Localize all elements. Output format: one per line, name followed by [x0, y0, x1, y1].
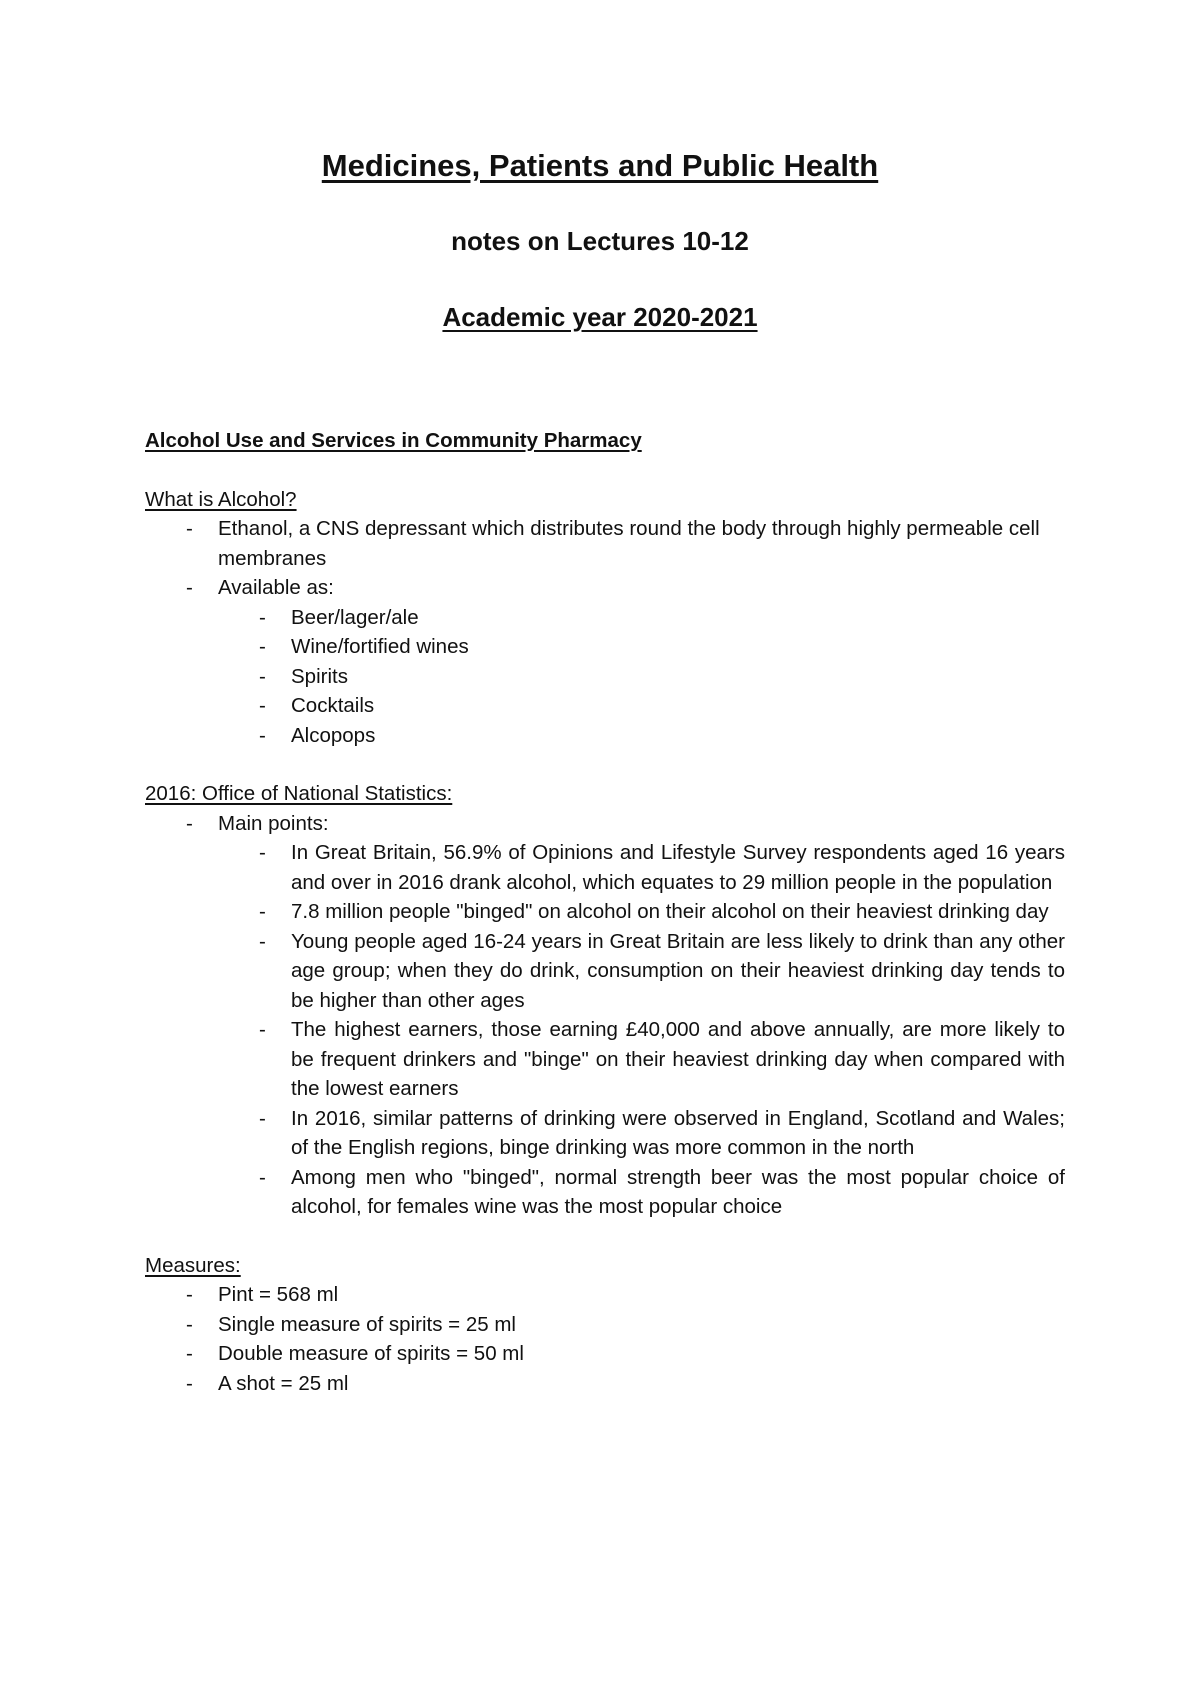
list-item: - The highest earners, those earning £40,000 and above annually, are more likely to be frequent drinkers and "binge" on their heaviest drinking day when compared with the lowest earners — [218, 1015, 1065, 1104]
measures-list — [145, 1280, 1065, 1398]
document-subtitle: notes on Lectures 10-12 — [451, 226, 749, 256]
list-item: - Among men who "binged", normal strength beer was the most popular choice of alcohol, for females wine was the most popular choice — [218, 1163, 1065, 1222]
list-item: - 7.8 million people "binged" on alcohol on their alcohol on their heaviest drinking day — [218, 897, 1065, 927]
list-item: - Wine/fortified wines — [218, 632, 1065, 662]
ons-heading: 2016: Office of National Statistics: — [145, 782, 453, 805]
what-is-alcohol-heading: What is Alcohol? — [145, 487, 297, 511]
ons-list — [145, 809, 1065, 1222]
measures-heading: Measures: — [145, 1253, 241, 1277]
list-item: - Spirits — [218, 662, 1065, 692]
main-points-list — [218, 838, 1065, 1222]
list-item: - A shot = 25 ml — [145, 1369, 1065, 1399]
section-title: Alcohol Use and Services in Community Pharmacy — [145, 429, 642, 452]
list-item: - Pint = 568 ml — [145, 1280, 1065, 1310]
list-item: - In Great Britain, 56.9% of Opinions and Lifestyle Survey respondents aged 16 years and over in 2016 drank alcohol, which equates to 29 million people in the population — [218, 838, 1065, 897]
available-as-label: Available as: — [218, 576, 334, 599]
academic-year: Academic year 2020-2021 — [442, 302, 758, 332]
main-points-label: Main points: — [218, 811, 329, 835]
notes-content — [145, 426, 1065, 1398]
list-item: - In 2016, similar patterns of drinking were observed in England, Scotland and Wales; of the English regions, binge drinking was more common in the north — [218, 1104, 1065, 1163]
list-item: - Double measure of spirits = 50 ml — [145, 1339, 1065, 1369]
list-item: - Ethanol, a CNS depressant which distributes round the body through highly permeable cell membranes — [145, 514, 1065, 573]
list-item: - Young people aged 16-24 years in Great Britain are less likely to drink than any other age group; when they do drink, consumption on their heaviest drinking day tends to be higher than other ages — [218, 927, 1065, 1016]
available-as-list — [218, 603, 1065, 751]
what-is-alcohol-list — [145, 514, 1065, 750]
list-item-available-as — [145, 573, 1065, 750]
document-title: Medicines, Patients and Public Health — [321, 148, 879, 183]
list-item: - Single measure of spirits = 25 ml — [145, 1310, 1065, 1340]
list-item: - Alcopops — [218, 721, 1065, 751]
list-item-main-points — [145, 809, 1065, 1222]
list-item: - Beer/lager/ale — [218, 603, 1065, 633]
list-item: - Cocktails — [218, 691, 1065, 721]
